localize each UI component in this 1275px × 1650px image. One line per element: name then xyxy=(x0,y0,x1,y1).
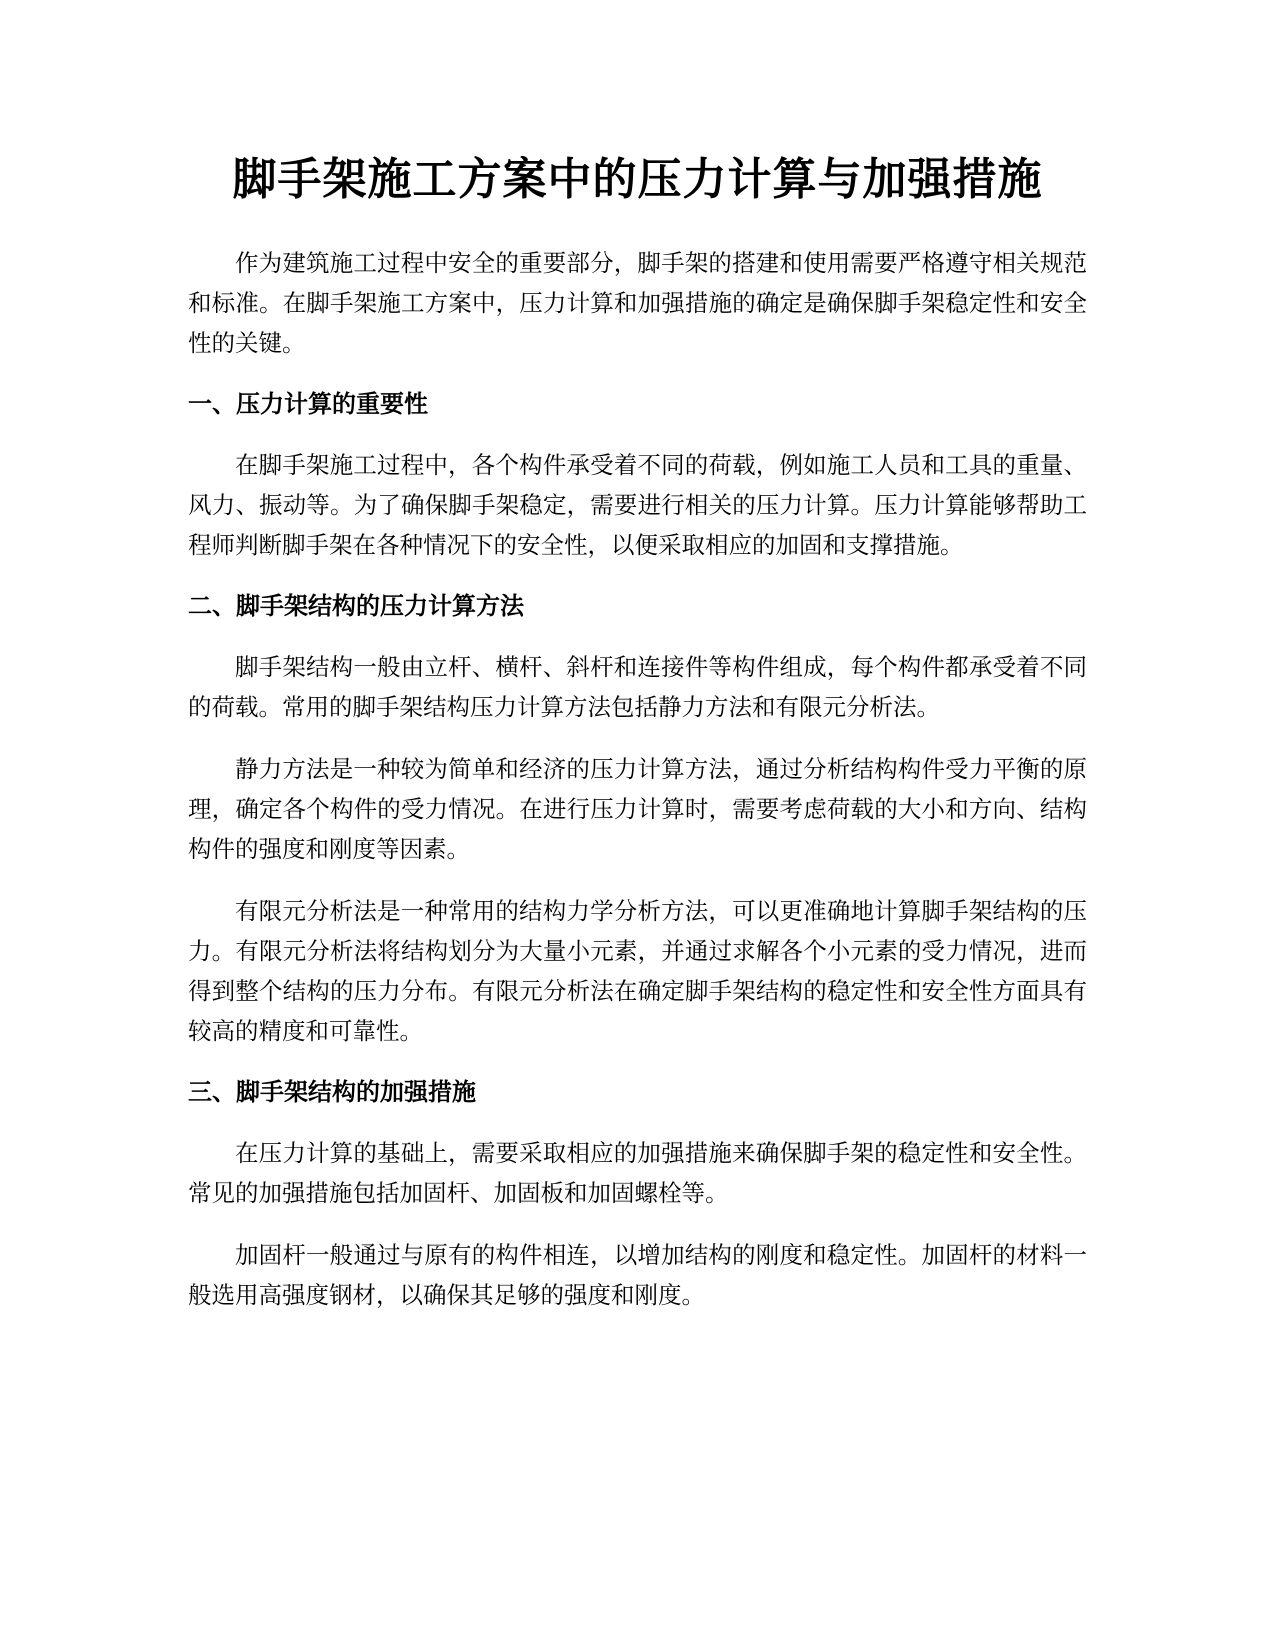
section-2-paragraph-3: 有限元分析法是一种常用的结构力学分析方法，可以更准确地计算脚手架结构的压力。有限元分析法将结构划分为大量小元素，并通过求解各个小元素的受力情况，进而得到整个结构的压力分布。有限元分析法在确定脚手架结构的稳定性和安全性方面具有较高的精度和可靠性。 xyxy=(188,897,1087,1045)
section-2-paragraph-1: 脚手架结构一般由立杆、横杆、斜杆和连接件等构件组成，每个构件都承受着不同的荷载。常用的脚手架结构压力计算方法包括静力方法和有限元分析法。 xyxy=(188,653,1087,721)
section-heading-importance: 一、压力计算的重要性 xyxy=(188,390,428,418)
section-3-paragraph-1: 在压力计算的基础上，需要采取相应的加强措施来确保脚手架的稳定性和安全性。常见的加强措施包括加固杆、加固板和加固螺栓等。 xyxy=(188,1139,1087,1207)
intro-paragraph: 作为建筑施工过程中安全的重要部分，脚手架的搭建和使用需要严格遵守相关规范和标准。在脚手架施工方案中，压力计算和加强措施的确定是确保脚手架稳定性和安全性的关键。 xyxy=(188,249,1087,357)
section-heading-calculation-methods: 二、脚手架结构的压力计算方法 xyxy=(188,592,524,620)
document-title: 脚手架施工方案中的压力计算与加强措施 xyxy=(232,154,1043,205)
section-2-paragraph-2: 静力方法是一种较为简单和经济的压力计算方法，通过分析结构构件受力平衡的原理，确定各个构件的受力情况。在进行压力计算时，需要考虑荷载的大小和方向、结构构件的强度和刚度等因素。 xyxy=(188,755,1087,863)
section-heading-reinforcement: 三、脚手架结构的加强措施 xyxy=(188,1078,476,1106)
section-3-paragraph-2: 加固杆一般通过与原有的构件相连，以增加结构的刚度和稳定性。加固杆的材料一般选用高强度钢材，以确保其足够的强度和刚度。 xyxy=(188,1241,1087,1309)
section-1-paragraph-1: 在脚手架施工过程中，各个构件承受着不同的荷载，例如施工人员和工具的重量、风力、振动等。为了确保脚手架稳定，需要进行相关的压力计算。压力计算能够帮助工程师判断脚手架在各种情况下的安全性，以便采取相应的加固和支撑措施。 xyxy=(188,451,1087,559)
